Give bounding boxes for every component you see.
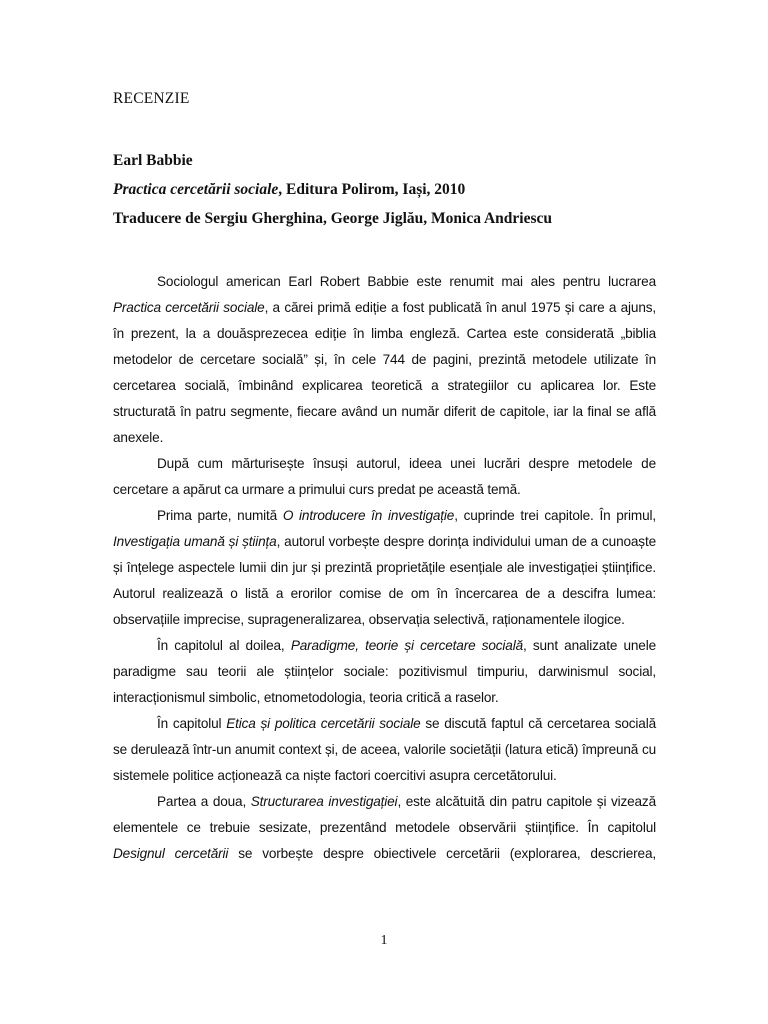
paragraph: Partea a doua, Structurarea investigației, este alcătuită din patru capitole și vizează elementele ce trebuie sesizate, prezentând metodele observării științifice. În capitolul Designul cercetării se vorbește despre obiectivele cercetării (explorarea, descrierea,	[113, 794, 657, 861]
book-title: Practica cercetării sociale	[113, 181, 279, 198]
paragraph: În capitolul Etica și politica cercetării sociale se discută faptul că cercetarea socială se derulează într-un anumit context și, de aceea, valorile societății (latura etică) împreună cu sistemele politice acționează ca niște factori coercitivi asupra cercetătorului.	[113, 716, 656, 783]
paragraph: Sociologul american Earl Robert Babbie este renumit mai ales pentru lucrarea Practica cercetării sociale, a cărei primă ediție a fost publicată în anul 1975 și care a ajuns, în prezent, la a douăsprezecea ediție în limba engleză. Cartea este considerată „biblia metodelor de cercetare socială” și, în cele 744 de pagini, prezintă metodele utilizate în cercetarea socială, îmbinând explicarea teoretică a strategiilor cu aplicarea lor. Este structurată în patru segmente, fiecare având un număr diferit de capitole, iar la final se află anexele.	[113, 274, 657, 445]
publication-info: , Editura Polirom, Iași, 2010	[278, 181, 466, 198]
paragraph: După cum mărturisește însuși autorul, ideea unei lucrări despre metodele de cercetare a apărut ca urmare a primului curs predat pe această temă.	[113, 456, 656, 497]
review-body	[113, 269, 656, 867]
translation-credits: Traducere de Sergiu Gherghina, George Jiglău, Monica Andriescu	[113, 210, 553, 227]
page-number: 1	[380, 933, 388, 948]
document-heading: RECENZIE	[113, 90, 190, 107]
paragraph: Prima parte, numită O introducere în investigație, cuprinde trei capitole. În primul, Investigația umană și știința, autorul vorbește despre dorința individului uman de a cunoaște și înțelege aspectele lumii din jur și prezintă proprietățile esențiale ale investigației științifice. Autorul realizează o listă a erorilor comise de om în încercarea de a descifra lumea: observațiile imprecise, suprageneralizarea, observația selectivă, raționamentele ilogice.	[113, 508, 656, 627]
author-name: Earl Babbie	[113, 152, 193, 169]
book-details	[113, 151, 673, 238]
paragraph: În capitolul al doilea, Paradigme, teorie și cercetare socială, sunt analizate unele paradigme sau teorii ale științelor sociale: pozitivismul timpuriu, darwinismul social, interacționismul simbolic, etnometodologia, teoria critică a raselor.	[113, 638, 656, 705]
book-citation	[113, 180, 673, 209]
